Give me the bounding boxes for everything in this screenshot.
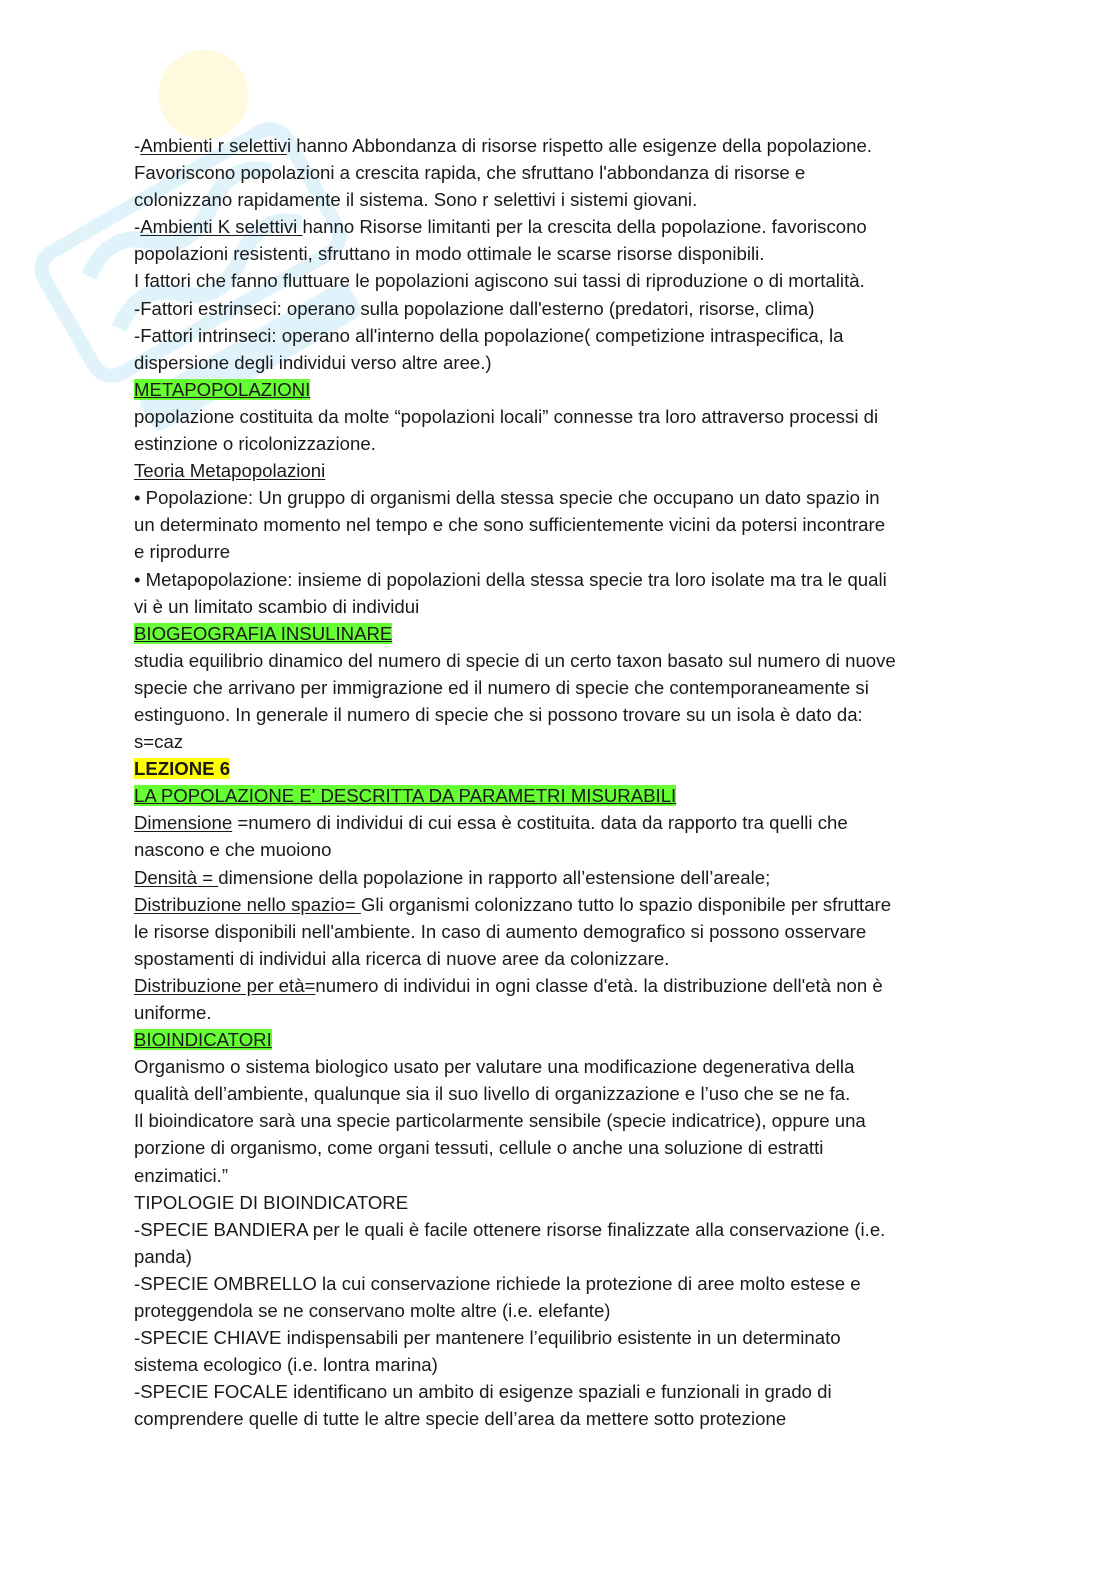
underlined-term: Distribuzione per età= [134, 974, 316, 996]
text-line [134, 403, 984, 430]
text-line [134, 999, 984, 1026]
text-segment: enzimatici.” [134, 1164, 229, 1186]
text-segment: nascono e che muoiono [134, 839, 332, 861]
text-line [134, 593, 984, 620]
text-segment: -Fattori intrinseci: operano all'interno della popolazione( competizione intraspecifica, la [134, 324, 844, 346]
underlined-term: Dimensione [134, 812, 233, 834]
text-segment: numero di individui in ogni classe d'età. la distribuzione dell'età non è [315, 974, 883, 996]
text-segment: TIPOLOGIE DI BIOINDICATORE [134, 1191, 409, 1213]
text-line [134, 484, 984, 511]
underlined-term: Teoria Metapopolazioni [134, 460, 326, 482]
text-segment: specie che arrivano per immigrazione ed il numero di specie che contemporaneamente si [134, 676, 869, 698]
text-segment: estinguono. In generale il numero di specie che si possono trovare su un isola è dato da: [134, 703, 863, 725]
text-segment: panda) [134, 1245, 192, 1267]
text-line [134, 836, 984, 863]
text-line [134, 945, 984, 972]
underlined-term: Distribuzione nello spazio= [134, 893, 361, 915]
text-line [134, 674, 984, 701]
text-line [134, 566, 984, 593]
document-body [134, 132, 984, 1433]
text-line [134, 647, 984, 674]
text-line [134, 864, 984, 891]
text-segment: proteggendola se ne conservano molte altre (i.e. elefante) [134, 1300, 611, 1322]
section-heading: BIOINDICATORI [134, 1029, 272, 1051]
text-line [134, 240, 984, 267]
text-line [134, 1351, 984, 1378]
text-segment: - [134, 135, 141, 156]
text-line [134, 1053, 984, 1080]
text-segment: popolazioni resistenti, sfruttano in modo ottimale le scarse risorse disponibili. [134, 243, 765, 265]
text-line [134, 620, 984, 647]
text-line [134, 972, 984, 999]
lesson-heading: LEZIONE 6 [134, 758, 231, 780]
text-line [134, 132, 984, 159]
text-segment: Il bioindicatore sarà una specie particolarmente sensibile (specie indicatrice), oppure una [134, 1110, 866, 1132]
underlined-term: Densità = [134, 866, 219, 888]
text-line [134, 295, 984, 322]
text-line [134, 1080, 984, 1107]
text-segment: s=caz [134, 731, 184, 753]
text-segment: Organismo o sistema biologico usato per valutare una modificazione degenerativa della [134, 1056, 855, 1078]
text-segment: colonizzano rapidamente il sistema. Sono r selettivi i sistemi giovani. [134, 189, 698, 211]
text-line [134, 701, 984, 728]
section-heading: LA POPOLAZIONE E' DESCRITTA DA PARAMETRI MISURABILI [134, 785, 677, 807]
text-line [134, 1107, 984, 1134]
text-line [134, 1216, 984, 1243]
text-line [134, 1270, 984, 1297]
text-line [134, 322, 984, 349]
text-segment: I fattori che fanno fluttuare le popolazioni agiscono sui tassi di riproduzione o di mortalità. [134, 270, 865, 292]
text-line [134, 186, 984, 213]
section-heading: METAPOPOLAZIONI [134, 378, 311, 400]
text-segment: Gli organismi colonizzano tutto lo spazio disponibile per sfruttare [360, 893, 892, 915]
text-segment: e riprodurre [134, 541, 231, 563]
text-segment: estinzione o ricolonizzazione. [134, 433, 376, 455]
text-segment: -SPECIE FOCALE identificano un ambito di esigenze spaziali e funzionali in grado di [134, 1381, 832, 1403]
underlined-term: Ambienti r selettiv [140, 135, 287, 156]
text-line [134, 1405, 984, 1432]
text-segment: -SPECIE BANDIERA per le quali è facile ottenere risorse finalizzate alla conservazione (i.e. [134, 1218, 886, 1240]
text-line [134, 809, 984, 836]
text-segment: Favoriscono popolazioni a crescita rapida, che sfruttano l'abbondanza di risorse e [134, 162, 806, 184]
text-segment: hanno Risorse limitanti per la crescita della popolazione. favoriscono [302, 216, 867, 238]
text-segment: le risorse disponibili nell'ambiente. In caso di aumento demografico si possono osservare [134, 920, 867, 942]
text-line [134, 1162, 984, 1189]
text-line [134, 1378, 984, 1405]
text-line [134, 349, 984, 376]
text-line [134, 1297, 984, 1324]
text-segment: =numero di individui di cui essa è costituita. data da rapporto tra quelli che [232, 812, 848, 834]
text-line [134, 511, 984, 538]
text-line [134, 728, 984, 755]
text-segment: i hanno Abbondanza di risorse rispetto alle esigenze della popolazione. [286, 135, 873, 156]
text-line [134, 891, 984, 918]
text-segment: porzione di organismo, come organi tessuti, cellule o anche una soluzione di estratti [134, 1137, 824, 1159]
text-segment: -Fattori estrinseci: operano sulla popolazione dall'esterno (predatori, risorse, clima) [134, 297, 815, 319]
text-line [134, 1324, 984, 1351]
text-line [134, 1134, 984, 1161]
text-line [134, 430, 984, 457]
text-segment: studia equilibrio dinamico del numero di specie di un certo taxon basato sul numero di nuove [134, 649, 896, 671]
text-line [134, 1026, 984, 1053]
text-line [134, 538, 984, 565]
text-segment: - [134, 216, 141, 238]
text-segment: • Metapopolazione: insieme di popolazioni della stessa specie tra loro isolate ma tra le quali [134, 568, 887, 590]
text-segment: uniforme. [134, 1002, 212, 1023]
text-line [134, 159, 984, 186]
text-line [134, 918, 984, 945]
text-segment: vi è un limitato scambio di individui [134, 595, 420, 617]
text-segment: spostamenti di individui alla ricerca di nuove aree da colonizzare. [134, 947, 670, 969]
section-heading: BIOGEOGRAFIA INSULINARE [134, 622, 393, 644]
text-segment: popolazione costituita da molte “popolazioni locali” connesse tra loro attraverso processi di [134, 405, 879, 427]
text-segment: dimensione della popolazione in rapporto all’estensione dell’areale; [218, 866, 771, 888]
text-segment: -SPECIE CHIAVE indispensabili per mantenere l’equilibrio esistente in un determinato [134, 1327, 841, 1349]
text-line [134, 782, 984, 809]
underlined-term: Ambienti K selettivi [140, 216, 303, 238]
text-line [134, 1243, 984, 1270]
text-line [134, 1189, 984, 1216]
text-line [134, 755, 984, 782]
text-segment: -SPECIE OMBRELLO la cui conservazione richiede la protezione di aree molto estese e [134, 1272, 861, 1294]
text-segment: sistema ecologico (i.e. lontra marina) [134, 1354, 438, 1376]
text-segment: un determinato momento nel tempo e che sono sufficientemente vicini da potersi incontrare [134, 514, 886, 536]
text-segment: qualità dell’ambiente, qualunque sia il suo livello di organizzazione e l’uso che se ne fa. [134, 1083, 851, 1105]
text-segment: • Popolazione: Un gruppo di organismi della stessa specie che occupano un dato spazio in [134, 487, 880, 509]
text-line [134, 457, 984, 484]
text-line [134, 376, 984, 403]
text-segment: dispersione degli individui verso altre aree.) [134, 351, 492, 373]
text-line [134, 213, 984, 240]
text-segment: comprendere quelle di tutte le altre specie dell’area da mettere sotto protezione [134, 1408, 787, 1430]
text-line [134, 267, 984, 294]
